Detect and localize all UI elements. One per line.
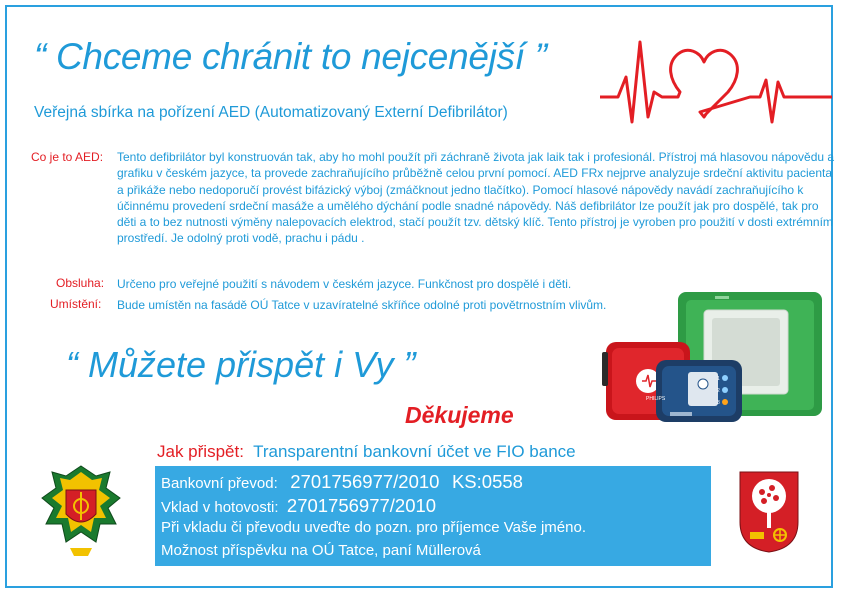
aed-device (656, 360, 742, 422)
aed-label: Co je to AED: (31, 150, 104, 164)
constant-symbol: KS:0558 (451, 471, 523, 492)
bank-info-box (155, 466, 711, 566)
umisteni-label: Umístění: (50, 297, 102, 311)
cash-deposit-row (161, 495, 436, 517)
cash-label: Vklad v hotovosti: (161, 499, 279, 516)
subtitle: Veřejná sbírka na pořízení AED (Automatizovaný Externí Defibrilátor) (34, 104, 508, 121)
fire-brigade-emblem-icon (36, 462, 126, 562)
how-value: Transparentní bankovní účet ve FIO bance (253, 442, 576, 461)
how-to-contribute (157, 442, 576, 462)
secondary-headline: “ Můžete přispět i Vy ” (66, 344, 416, 385)
transfer-label: Bankovní převod: (161, 475, 278, 492)
aed-button-3: 3 (717, 400, 720, 406)
umisteni-text: Bude umístěn na fasádě OÚ Tatce v uzavíratelné skříňce odolné proti povětrnostním vlivům. (117, 298, 607, 312)
how-label: Jak přispět: (157, 442, 244, 461)
aed-product-image (600, 290, 828, 430)
ecg-heart-line-icon (600, 22, 832, 142)
cash-account: 2701756977/2010 (286, 495, 437, 516)
aed-brand: PHILIPS (646, 396, 666, 402)
bank-transfer-row (161, 471, 523, 493)
aed-button-2: 2 (717, 388, 720, 394)
main-headline: “ Chceme chránit to nejcenější ” (34, 36, 547, 77)
tatce-coat-of-arms-icon (738, 470, 800, 554)
note-line-2: Možnost příspěvku na OÚ Tatce, paní Müllerová (161, 542, 481, 559)
thanks-text: Děkujeme (405, 402, 514, 428)
note-line-1: Při vkladu či převodu uveďte do pozn. pro příjemce Vaše jméno. (161, 519, 586, 536)
aed-button-1: 1 (717, 376, 720, 382)
aed-description: Tento defibrilátor byl konstruován tak, aby ho mohl použít při záchraně života jak laik tak i profesionál. Přístroj má hlasovou nápovědu a grafiku v českém jazyce, ta provede zachraňujícího průběžně celou první pomocí. AED FRx nejprve analyzuje srdeční aktivitu pacienta a přikáže nebo nedoporučí provést bifázický výboj (zmáčknout jedno tlačítko). Pomocí hlasové nápovědy navádí zachraňujícího k účinnému provedení srdeční masáže a umělého dýchání podle snadné nápovědy. Náš defibrilátor lze použít jak pro dospělé, tak pro děti a to bez nutnosti výměny nalepovacích elektrod, stačí použít tzv. dětský klíč. Tento přístroj je vyroben pro použití v dosti extrémním prostředí. Je odolný proti vodě, prachu i pádu . (117, 150, 835, 246)
transfer-account: 2701756977/2010 (290, 471, 440, 492)
obsluha-label: Obsluha: (56, 276, 105, 290)
obsluha-text: Určeno pro veřejné použití s návodem v českém jazyce. Funkčnost pro dospělé i děti. (117, 277, 572, 291)
